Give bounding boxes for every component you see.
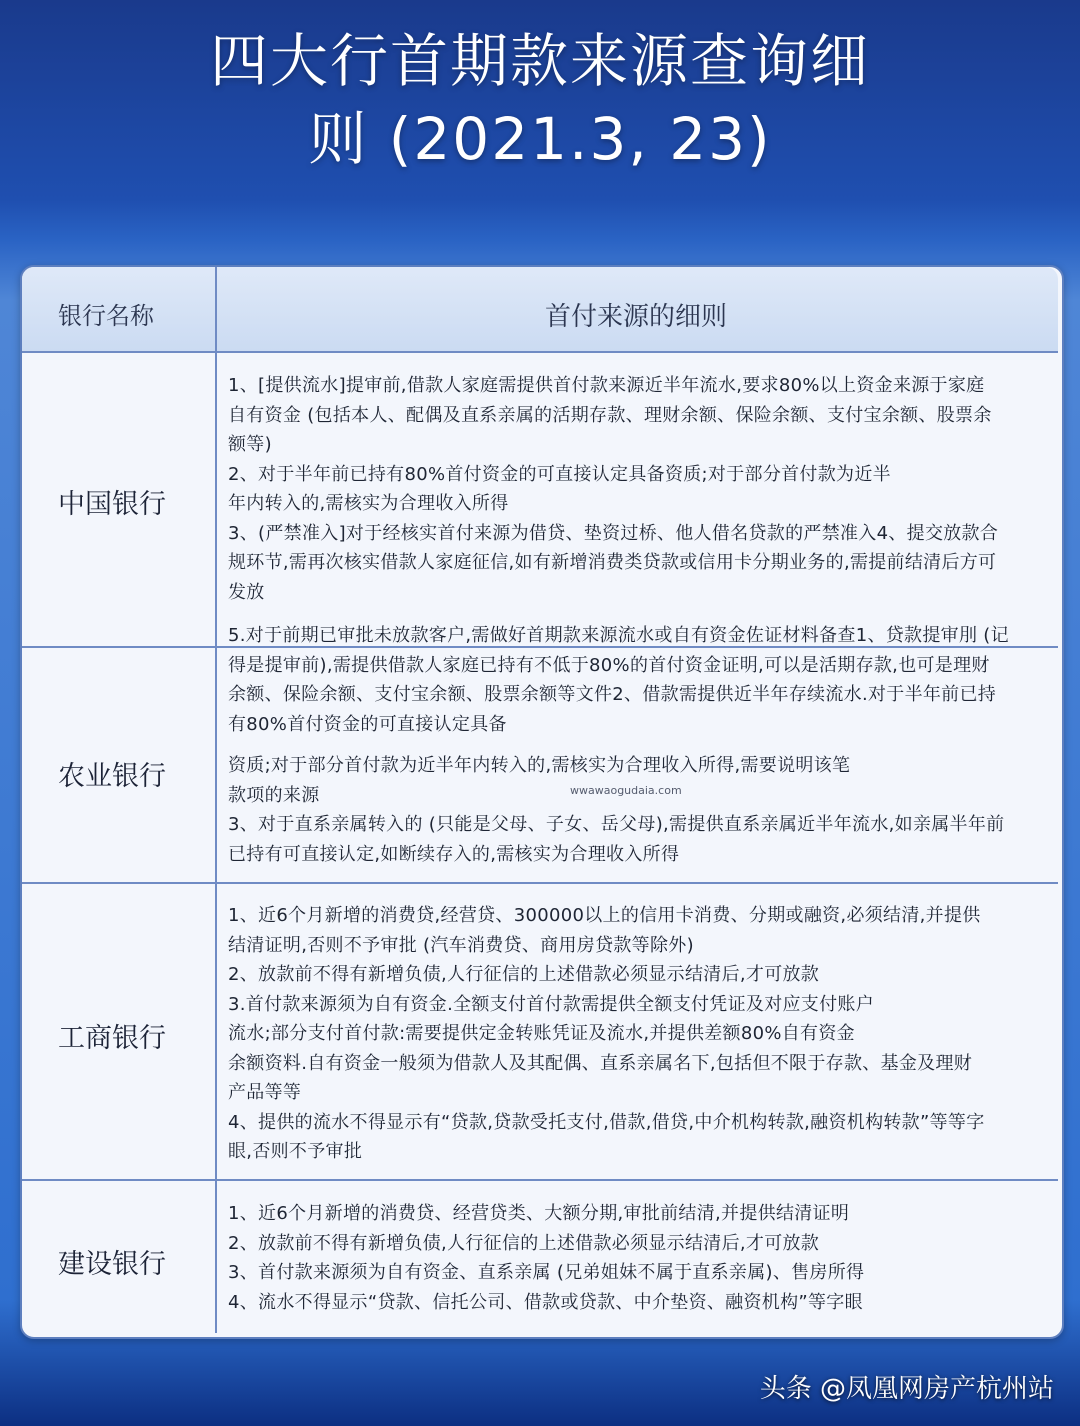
rule-line: 眼,否则不予审批 [228, 1141, 363, 1162]
table-header-row [22, 267, 1058, 353]
rule-line: 额等) [228, 434, 272, 455]
bank-name-ccb: 建设银行 [58, 1249, 166, 1280]
rules-boc [228, 371, 1050, 607]
rule-line: 3、对于直系亲属转入的 (只能是父母、子女、岳父母),需提供直系亲属近半年流水,如亲属半年前 [228, 814, 1005, 835]
rule-line: 结清证明,否则不予审批 (汽车消费贷、商用房贷款等除外) [228, 934, 694, 956]
rule-line: 1、近6个月新增的消费贷、经营贷类、大额分期,审批前结清,并提供结清证明 [228, 1203, 850, 1224]
rules-abc [228, 621, 1050, 869]
rule-line: 3.首付款来源须为自有资金.全额支付首付款需提供全额支付凭证及对应支付账户 [228, 993, 874, 1015]
rule-line: 年内转入的,需核实为合理收入所得 [228, 493, 509, 514]
rule-line: 自有资金 (包括本人、配偶及直系亲属的活期存款、理财余额、保险余额、支付宝余额、股票余 [228, 404, 992, 426]
rule-line: 已持有可直接认定,如断续存入的,需核实为合理收入所得 [228, 843, 680, 865]
rule-line: 产品等等 [228, 1082, 302, 1103]
rule-line: 1、近6个月新增的消费贷,经营贷、300000以上的信用卡消费、分期或融资,必须结清,并提供 [228, 905, 981, 926]
rule-line: 发放 [228, 581, 265, 603]
rule-line: 3、首付款来源须为自有资金、直系亲属 (兄弟姐妹不属于直系亲属)、售房所得 [228, 1262, 865, 1283]
title-line-1: 四大行首期款来源查询细 [209, 27, 870, 95]
bank-name-abc: 农业银行 [58, 761, 166, 792]
row-divider [22, 1179, 1058, 1181]
watermark-text: wwawaogudaia.com [570, 784, 682, 797]
rule-line: 4、提供的流水不得显示有“贷款,贷款受托支付,借款,借贷,中介机构转款,融资机构转款”等等字 [228, 1111, 985, 1133]
column-header-rules: 首付来源的细则 [545, 302, 728, 332]
rule-line: 资质;对于部分首付款为近半年内转入的,需核实为合理收入所得,需要说明该笔 [228, 755, 851, 776]
rule-line: 款项的来源 [228, 784, 320, 806]
bank-name-boc: 中国银行 [58, 489, 166, 520]
rule-line: 5.对于前期已审批未放款客户,需做好首期款来源流水或自有资金佐证材料备查1、贷款提审刖 (记 [228, 625, 1009, 646]
rule-line: 流水;部分支付首付款:需要提供定金转账凭证及流水,并提供差额80%自有资金 [228, 1023, 855, 1044]
rule-line: 规环节,需再次核实借款人家庭征信,如有新增消费类贷款或信用卡分期业务的,需提前结清后方可 [228, 552, 997, 573]
rule-line: 余额、保险余额、支付宝余额、股票余额等文件2、借款需提供近半年存续流水.对于半年前已持 [228, 684, 997, 705]
rule-line: 4、流水不得显示“贷款、信托公司、借款或贷款、中介垫资、融资机构”等字眼 [228, 1291, 863, 1313]
rule-line: 3、(严禁准入]对于经核实首付来源为借贷、垫资过桥、他人借名贷款的严禁准入4、提交放款合 [228, 522, 999, 544]
column-header-bank: 银行名称 [58, 302, 154, 330]
rule-line: 余额资料.自有资金一般须为借款人及其配偶、直系亲属名下,包括但不限于存款、基金及理财 [228, 1052, 973, 1074]
title-line-2: 则 (2021.3, 23) [308, 105, 772, 173]
rules-ccb [228, 1199, 1050, 1317]
row-divider [22, 882, 1058, 884]
source-credit: 头条 @凤凰网房产杭州站 [759, 1374, 1054, 1404]
bank-name-icbc: 工商银行 [58, 1023, 166, 1054]
rule-line: 有80%首付资金的可直接认定具备 [228, 713, 507, 735]
rules-icbc [228, 901, 1050, 1167]
rule-line: 1、[提供流水]提审前,借款人家庭需提供首付款来源近半年流水,要求80%以上资金来源于家庭 [228, 375, 985, 396]
rule-line: 2、对于半年前已持有80%首付资金的可直接认定具备资质;对于部分首付款为近半 [228, 463, 891, 485]
rule-line: 2、放款前不得有新增负债,人行征信的上述借款必须显示结清后,才可放款 [228, 964, 820, 985]
page-title [0, 22, 1080, 178]
rule-line: 得是提审前),需提供借款人家庭已持有不低于80%的首付资金证明,可以是活期存款,也可是理财 [228, 654, 990, 676]
rule-line: 2、放款前不得有新增负债,人行征信的上述借款必须显示结清后,才可放款 [228, 1232, 820, 1254]
column-divider [215, 267, 217, 1333]
